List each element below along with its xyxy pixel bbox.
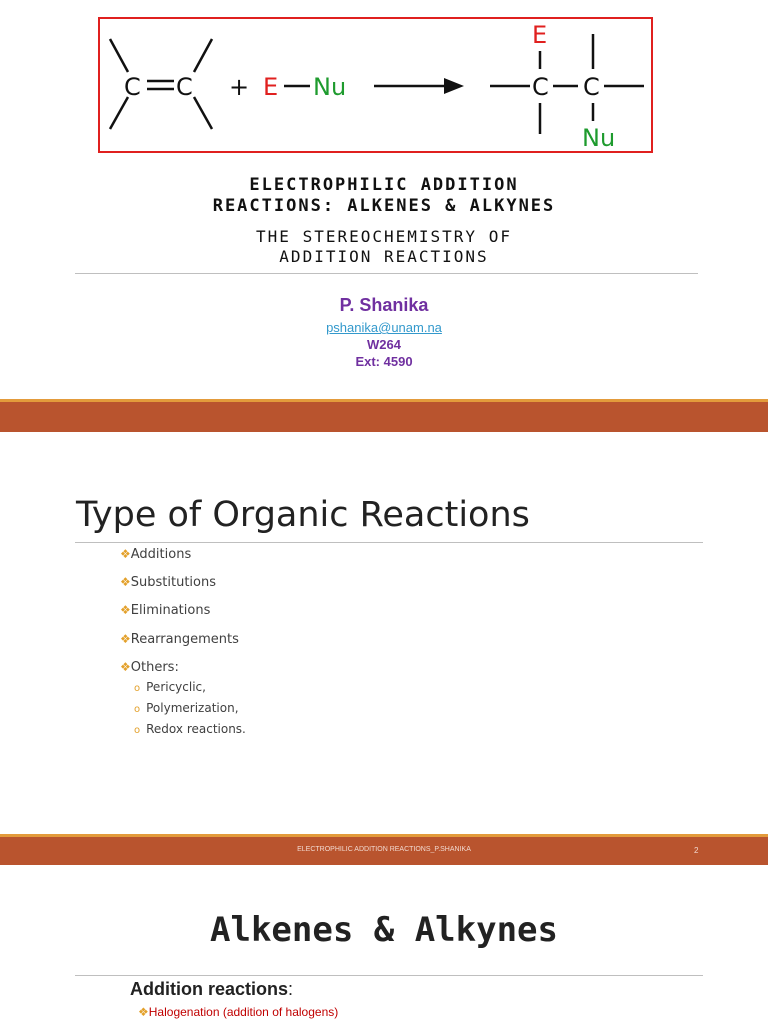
alkene-carbon-left: C [124,73,141,101]
sub-list-item: o Redox reactions. [134,722,246,736]
list-item: ❖Additions [120,547,192,562]
product-electrophile: E [532,21,548,49]
slide3-subheading: Addition reactions: [130,979,294,999]
author-office: W264 [367,337,401,352]
page-number: 2 [694,846,699,855]
list-item: ❖Eliminations [120,603,211,618]
slide1-subtitle-line2: ADDITION REACTIONS [279,247,489,266]
slide1-title-line2: REACTIONS: ALKENES & ALKYNES [212,196,556,216]
reaction-scheme [98,17,653,153]
list-item: ❖Others: [120,660,179,675]
bullet-diamond-icon: ❖ [138,1005,149,1019]
sub-list-item: o Polymerization, [134,701,239,715]
bond-line [194,39,212,72]
slide1-title-line1: ELECTROPHILIC ADDITION [249,175,519,195]
slide2-divider [75,542,703,543]
author-extension: Ext: 4590 [355,354,413,369]
sub-list-item: o Pericyclic, [134,680,206,694]
author-name: P. Shanika [339,295,429,315]
bullet-diamond-icon: ❖ [120,660,131,674]
bullet-diamond-icon: ❖ [120,632,131,646]
electrophile-label: E [263,73,279,101]
product-nucleophile: Nu [582,124,616,152]
slide3-divider [75,975,703,976]
product-carbon-right: C [583,73,600,101]
slide2-footer-text: ELECTROPHILIC ADDITION REACTIONS_P.SHANIKA [297,846,471,853]
slide1-footer-bar [0,402,768,432]
product-carbon-left: C [532,73,549,101]
author-email-link[interactable]: pshanika@unam.na [326,320,442,335]
reaction-arrow-head [444,78,464,94]
bullet-diamond-icon: ❖ [120,603,131,617]
bond-line [110,39,128,72]
bond-line [110,97,128,129]
list-item: ❖Rearrangements [120,632,239,647]
list-item: ❖Halogenation (addition of halogens) [138,1005,339,1019]
bond-line [194,97,212,129]
bullet-diamond-icon: ❖ [120,575,131,589]
list-item: ❖Substitutions [120,575,217,590]
bullet-circle-icon: o [134,725,141,736]
slide1-subtitle-line1: THE STEREOCHEMISTRY OF [256,227,512,246]
nucleophile-label: Nu [313,73,347,101]
slide1-divider [75,273,698,274]
bullet-circle-icon: o [134,683,141,694]
bullet-diamond-icon: ❖ [120,547,131,561]
author-email-row [0,319,768,337]
plus-sign: + [229,73,250,101]
bullet-circle-icon: o [134,704,141,715]
slide2-title: Type of Organic Reactions [76,495,530,535]
alkene-carbon-right: C [176,73,193,101]
slide3-title: Alkenes & Alkynes [210,910,558,950]
